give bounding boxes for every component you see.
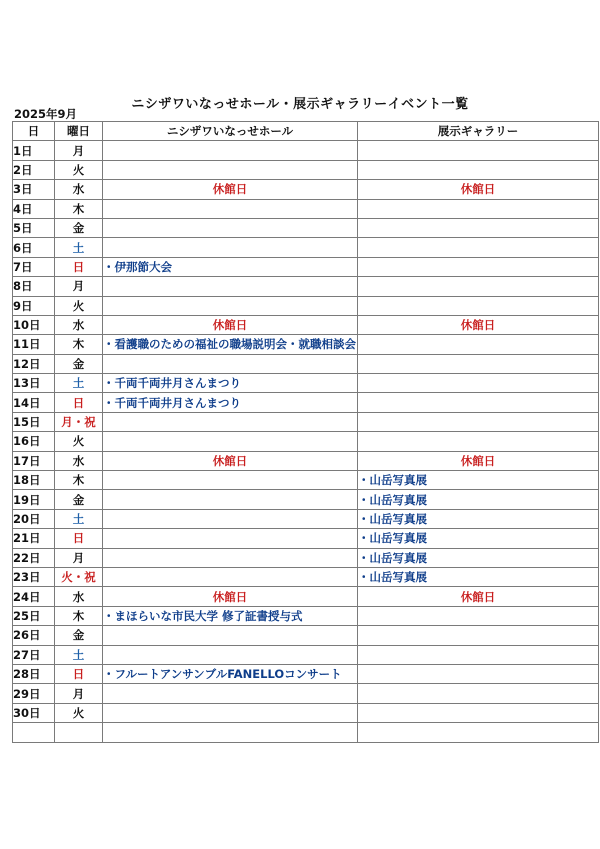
- hall-event-cell: ・伊那節大会: [103, 257, 358, 276]
- gallery-event-cell: [358, 141, 599, 160]
- day-cell: 10日: [13, 315, 55, 334]
- weekday-cell: 水: [55, 587, 103, 606]
- table-row: [13, 335, 599, 354]
- hall-event-cell: [103, 354, 358, 373]
- day-cell: 21日: [13, 529, 55, 548]
- hall-event-cell: [103, 199, 358, 218]
- table-row: [13, 141, 599, 160]
- day-cell: 23日: [13, 567, 55, 586]
- gallery-event-cell: [358, 296, 599, 315]
- weekday-cell: 火: [55, 703, 103, 722]
- table-row: [13, 723, 599, 742]
- weekday-cell: 月: [55, 684, 103, 703]
- calendar-body: [13, 141, 599, 742]
- table-row: [13, 277, 599, 296]
- table-row: [13, 548, 599, 567]
- gallery-event-cell: 休館日: [358, 315, 599, 334]
- weekday-cell: 月: [55, 141, 103, 160]
- weekday-cell: 火・祝: [55, 567, 103, 586]
- table-row: [13, 626, 599, 645]
- hall-event-cell: [103, 277, 358, 296]
- weekday-cell: 月・祝: [55, 412, 103, 431]
- table-row: [13, 529, 599, 548]
- table-row: [13, 238, 599, 257]
- weekday-cell: 金: [55, 626, 103, 645]
- weekday-cell: 金: [55, 218, 103, 237]
- weekday-cell: 火: [55, 296, 103, 315]
- hall-event-cell: ・千両千両井月さんまつり: [103, 374, 358, 393]
- day-cell: 8日: [13, 277, 55, 296]
- table-row: [13, 160, 599, 179]
- event-calendar-table: [12, 121, 599, 743]
- day-cell: 11日: [13, 335, 55, 354]
- hall-event-cell: [103, 645, 358, 664]
- day-cell: 2日: [13, 160, 55, 179]
- hall-event-cell: 休館日: [103, 180, 358, 199]
- day-cell: 19日: [13, 490, 55, 509]
- table-row: [13, 354, 599, 373]
- gallery-event-cell: [358, 257, 599, 276]
- weekday-cell: 日: [55, 257, 103, 276]
- hall-event-cell: [103, 703, 358, 722]
- hall-event-cell: [103, 548, 358, 567]
- hall-event-cell: ・千両千両井月さんまつり: [103, 393, 358, 412]
- hall-event-cell: [103, 567, 358, 586]
- page-title: ニシザワいなっせホール・展示ギャラリーイベント一覧: [131, 97, 469, 112]
- table-row: [13, 412, 599, 431]
- day-cell: 20日: [13, 509, 55, 528]
- weekday-cell: 金: [55, 354, 103, 373]
- year-month-label: 2025年9月: [14, 107, 78, 121]
- weekday-cell: 木: [55, 606, 103, 625]
- header-gallery: 展示ギャラリー: [358, 122, 599, 141]
- gallery-event-cell: [358, 723, 599, 742]
- gallery-event-cell: [358, 354, 599, 373]
- weekday-cell: 土: [55, 509, 103, 528]
- hall-event-cell: [103, 412, 358, 431]
- weekday-cell: 水: [55, 451, 103, 470]
- table-row: [13, 645, 599, 664]
- gallery-event-cell: ・山岳写真展: [358, 471, 599, 490]
- hall-event-cell: [103, 218, 358, 237]
- hall-event-cell: [103, 723, 358, 742]
- table-row: [13, 180, 599, 199]
- day-cell: 13日: [13, 374, 55, 393]
- weekday-cell: [55, 723, 103, 742]
- table-row: [13, 587, 599, 606]
- day-cell: 6日: [13, 238, 55, 257]
- day-cell: 1日: [13, 141, 55, 160]
- gallery-event-cell: [358, 277, 599, 296]
- hall-event-cell: ・看護職のための福祉の職場説明会・就職相談会: [103, 335, 358, 354]
- table-row: [13, 257, 599, 276]
- hall-event-cell: [103, 160, 358, 179]
- day-cell: 18日: [13, 471, 55, 490]
- table-row: [13, 451, 599, 470]
- hall-event-cell: 休館日: [103, 587, 358, 606]
- weekday-cell: 土: [55, 238, 103, 257]
- gallery-event-cell: 休館日: [358, 451, 599, 470]
- table-row: [13, 703, 599, 722]
- table-row: [13, 374, 599, 393]
- gallery-event-cell: [358, 432, 599, 451]
- table-row: [13, 664, 599, 683]
- table-row: [13, 684, 599, 703]
- hall-event-cell: [103, 509, 358, 528]
- hall-event-cell: [103, 432, 358, 451]
- day-cell: 16日: [13, 432, 55, 451]
- gallery-event-cell: [358, 412, 599, 431]
- day-cell: 26日: [13, 626, 55, 645]
- header-dow: 曜日: [55, 122, 103, 141]
- hall-event-cell: ・まほらいな市民大学 修了証書授与式: [103, 606, 358, 625]
- hall-event-cell: 休館日: [103, 315, 358, 334]
- day-cell: 24日: [13, 587, 55, 606]
- hall-event-cell: [103, 626, 358, 645]
- day-cell: 3日: [13, 180, 55, 199]
- gallery-event-cell: [358, 218, 599, 237]
- weekday-cell: 水: [55, 315, 103, 334]
- gallery-event-cell: [358, 393, 599, 412]
- day-cell: 5日: [13, 218, 55, 237]
- day-cell: 29日: [13, 684, 55, 703]
- day-cell: 25日: [13, 606, 55, 625]
- gallery-event-cell: [358, 374, 599, 393]
- weekday-cell: 土: [55, 645, 103, 664]
- gallery-event-cell: [358, 626, 599, 645]
- table-row: [13, 471, 599, 490]
- table-row: [13, 567, 599, 586]
- hall-event-cell: [103, 490, 358, 509]
- gallery-event-cell: [358, 606, 599, 625]
- day-cell: 9日: [13, 296, 55, 315]
- table-row: [13, 218, 599, 237]
- weekday-cell: 金: [55, 490, 103, 509]
- table-row: [13, 393, 599, 412]
- hall-event-cell: [103, 238, 358, 257]
- table-row: [13, 199, 599, 218]
- weekday-cell: 土: [55, 374, 103, 393]
- gallery-event-cell: [358, 684, 599, 703]
- gallery-event-cell: ・山岳写真展: [358, 567, 599, 586]
- hall-event-cell: [103, 684, 358, 703]
- gallery-event-cell: ・山岳写真展: [358, 490, 599, 509]
- header-day: 日: [13, 122, 55, 141]
- gallery-event-cell: [358, 645, 599, 664]
- day-cell: [13, 723, 55, 742]
- hall-event-cell: [103, 141, 358, 160]
- hall-event-cell: 休館日: [103, 451, 358, 470]
- table-row: [13, 490, 599, 509]
- day-cell: 7日: [13, 257, 55, 276]
- gallery-event-cell: [358, 335, 599, 354]
- table-row: [13, 432, 599, 451]
- day-cell: 30日: [13, 703, 55, 722]
- gallery-event-cell: 休館日: [358, 180, 599, 199]
- gallery-event-cell: [358, 238, 599, 257]
- weekday-cell: 木: [55, 335, 103, 354]
- day-cell: 28日: [13, 664, 55, 683]
- gallery-event-cell: [358, 664, 599, 683]
- weekday-cell: 日: [55, 664, 103, 683]
- weekday-cell: 木: [55, 199, 103, 218]
- table-row: [13, 315, 599, 334]
- weekday-cell: 月: [55, 277, 103, 296]
- gallery-event-cell: [358, 703, 599, 722]
- weekday-cell: 水: [55, 180, 103, 199]
- header-hall: ニシザワいなっせホール: [103, 122, 358, 141]
- hall-event-cell: ・フルートアンサンブルFANELLOコンサート: [103, 664, 358, 683]
- gallery-event-cell: 休館日: [358, 587, 599, 606]
- day-cell: 14日: [13, 393, 55, 412]
- table-row: [13, 296, 599, 315]
- gallery-event-cell: ・山岳写真展: [358, 529, 599, 548]
- table-header-row: [13, 122, 599, 141]
- weekday-cell: 火: [55, 160, 103, 179]
- hall-event-cell: [103, 529, 358, 548]
- day-cell: 22日: [13, 548, 55, 567]
- gallery-event-cell: [358, 199, 599, 218]
- weekday-cell: 月: [55, 548, 103, 567]
- table-row: [13, 606, 599, 625]
- weekday-cell: 日: [55, 529, 103, 548]
- gallery-event-cell: [358, 160, 599, 179]
- gallery-event-cell: ・山岳写真展: [358, 548, 599, 567]
- table-row: [13, 509, 599, 528]
- hall-event-cell: [103, 296, 358, 315]
- hall-event-cell: [103, 471, 358, 490]
- day-cell: 15日: [13, 412, 55, 431]
- day-cell: 17日: [13, 451, 55, 470]
- gallery-event-cell: ・山岳写真展: [358, 509, 599, 528]
- weekday-cell: 木: [55, 471, 103, 490]
- weekday-cell: 火: [55, 432, 103, 451]
- weekday-cell: 日: [55, 393, 103, 412]
- day-cell: 12日: [13, 354, 55, 373]
- day-cell: 4日: [13, 199, 55, 218]
- day-cell: 27日: [13, 645, 55, 664]
